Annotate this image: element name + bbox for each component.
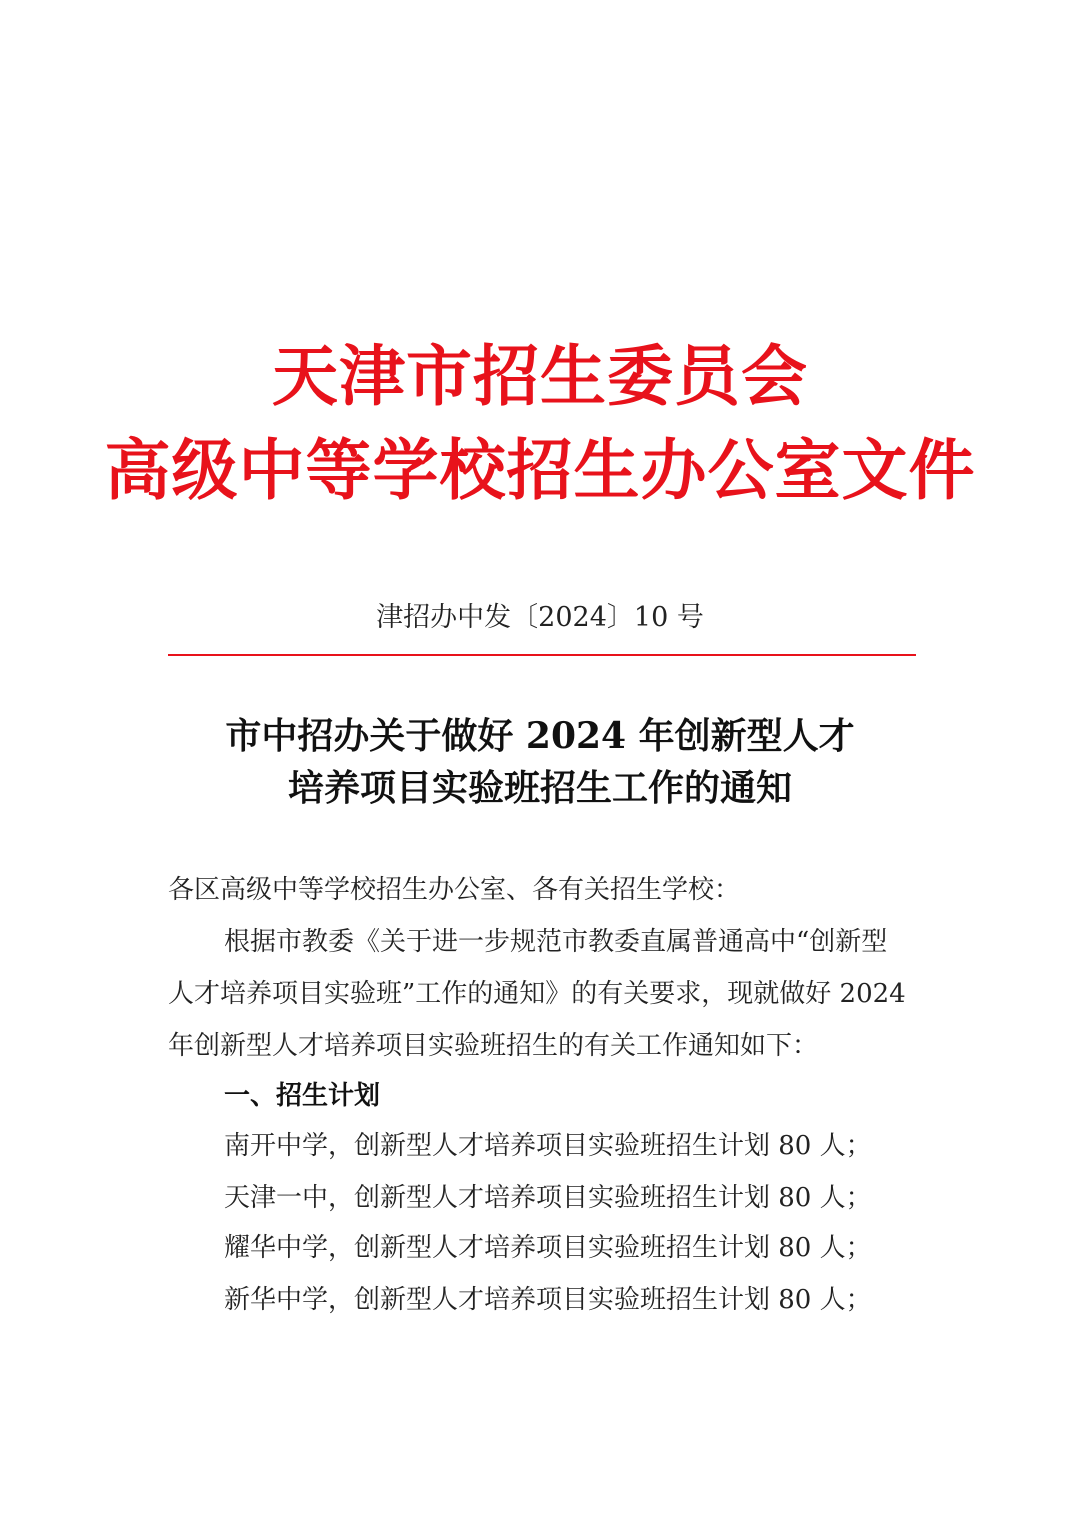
paragraph-line: 根据市教委《关于进一步规范市教委直属普通高中“创新型	[224, 927, 888, 957]
section-heading-enrollment-plan: 一、招生计划	[224, 1081, 381, 1111]
document-number: 津招办中发〔2024〕10 号	[376, 602, 704, 633]
notice-title-line1: 市中招办关于做好 2024 年创新型人才	[225, 715, 855, 757]
plan-item: 耀华中学，创新型人才培养项目实验班招生计划 80 人；	[224, 1233, 872, 1263]
paragraph-line: 年创新型人才培养项目实验班招生的有关工作通知如下：	[168, 1031, 819, 1061]
plan-item: 新华中学，创新型人才培养项目实验班招生计划 80 人；	[224, 1285, 872, 1315]
red-divider	[168, 654, 916, 656]
paragraph-line: 人才培养项目实验班”工作的通知》的有关要求，现就做好 2024	[168, 979, 906, 1009]
issuer-name-line2: 高级中等学校招生办公室文件	[104, 431, 976, 509]
plan-item: 南开中学，创新型人才培养项目实验班招生计划 80 人；	[224, 1131, 872, 1161]
notice-title-line2: 培养项目实验班招生工作的通知	[287, 767, 792, 809]
issuer-name-line1: 天津市招生委员会	[272, 337, 808, 415]
salutation: 各区高级中等学校招生办公室、各有关招生学校：	[168, 875, 741, 905]
plan-item: 天津一中，创新型人才培养项目实验班招生计划 80 人；	[224, 1183, 872, 1213]
